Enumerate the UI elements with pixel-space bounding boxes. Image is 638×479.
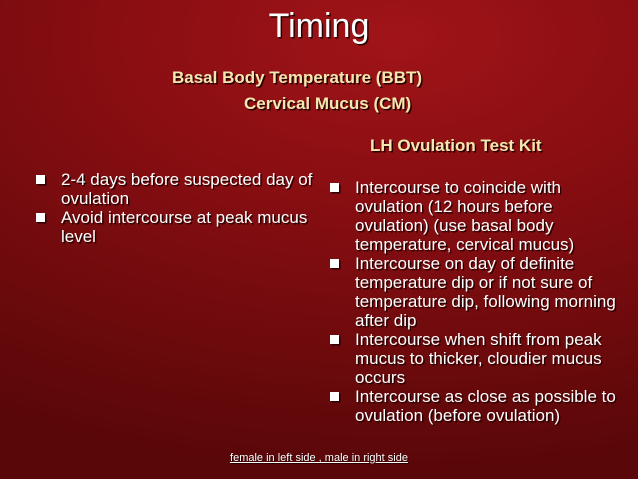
square-bullet-icon	[36, 175, 45, 184]
subtitle-lh: LH Ovulation Test Kit	[370, 136, 542, 155]
list-item	[328, 387, 618, 425]
right-bullet-list	[328, 178, 618, 425]
square-bullet-icon	[330, 259, 339, 268]
slide-title: Timing	[268, 7, 370, 45]
bullet-text: 2-4 days before suspected day of ovulation	[61, 170, 313, 208]
right-column	[328, 178, 618, 425]
square-bullet-icon	[330, 392, 339, 401]
subtitle-bbt: Basal Body Temperature (BBT)	[172, 68, 423, 87]
list-item	[34, 208, 324, 246]
footer-note: female in left side , male in right side	[230, 452, 408, 464]
bullet-text: Intercourse as close as possible to ovulation (before ovulation)	[355, 387, 616, 425]
bullet-text: Intercourse to coincide with ovulation (12 hours before ovulation) (use basal body temperature, cervical mucus)	[355, 178, 575, 254]
square-bullet-icon	[36, 213, 45, 222]
square-bullet-icon	[330, 335, 339, 344]
bullet-text: Intercourse on day of definite temperature dip or if not sure of temperature dip, following morning after dip	[355, 254, 616, 330]
list-item	[328, 330, 618, 387]
bullet-text: Avoid intercourse at peak mucus level	[61, 208, 308, 246]
square-bullet-icon	[330, 183, 339, 192]
list-item	[34, 170, 324, 208]
left-bullet-list	[34, 170, 324, 246]
bullet-text: Intercourse when shift from peak mucus to thicker, cloudier mucus occurs	[355, 330, 602, 387]
left-column	[34, 170, 324, 246]
subtitle-cm: Cervical Mucus (CM)	[244, 94, 412, 113]
list-item	[328, 178, 618, 254]
list-item	[328, 254, 618, 330]
